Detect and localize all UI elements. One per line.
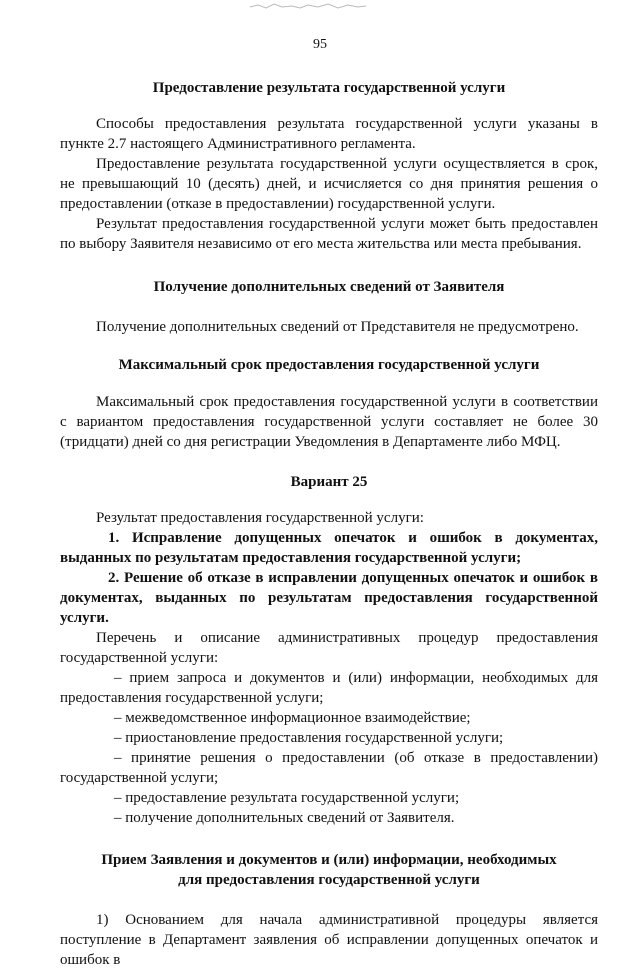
section-heading-application-intake: Прием Заявления и документов и (или) информации, необходимых для предоставления государственной услуги: [101, 852, 557, 888]
procedure-item: – получение дополнительных сведений от Заявителя.: [114, 810, 455, 826]
paragraph-additional-info: Получение дополнительных сведений от Представителя не предусмотрено.: [96, 319, 579, 335]
paragraph-methods: Способы предоставления результата государственной услуги указаны в пункте 2.7 настоящего Административного регламента.: [60, 116, 598, 152]
procedures-intro: Перечень и описание административных процедур предоставления государственной услуги:: [60, 630, 598, 666]
procedure-item: – приостановление предоставления государственной услуги;: [114, 730, 504, 746]
variant-result-2: 2. Решение об отказе в исправлении допущенных опечаток и ошибок в документах, выданных по результатам предоставления государственной услуги.: [60, 570, 598, 626]
scan-artifact: [248, 2, 368, 10]
variant-intro: Результат предоставления государственной услуги:: [96, 510, 424, 526]
paragraph-choice: Результат предоставления государственной услуги может быть предоставлен по выбору Заявителя независимо от его места жительства или места пребывания.: [60, 216, 598, 252]
variant-result-1: 1. Исправление допущенных опечаток и ошибок в документах, выданных по результатам предоставления государственной услуги;: [60, 530, 598, 566]
procedure-item: – принятие решения о предоставлении (об отказе в предоставлении) государственной услуги;: [60, 750, 598, 786]
paragraph-deadline: Предоставление результата государственной услуги осуществляется в срок, не превышающий 10 (десять) дней, и исчисляется со дня принятия решения о предоставлении (отказе в предоставлении) государственной услуги.: [60, 156, 598, 212]
procedure-item: – прием запроса и документов и (или) информации, необходимых для предоставления государственной услуги;: [60, 670, 598, 706]
section-heading-max-term: Максимальный срок предоставления государственной услуги: [118, 357, 540, 373]
document-body: [60, 78, 598, 970]
section-heading-additional-info: Получение дополнительных сведений от Заявителя: [153, 279, 505, 295]
procedure-item: – предоставление результата государственной услуги;: [114, 790, 460, 806]
paragraph-max-term: Максимальный срок предоставления государственной услуги в соответствии с вариантом предоставления государственной услуги составляет не более 30 (тридцати) дней со дня регистрации Уведомления в Департаменте либо МФЦ.: [60, 394, 598, 450]
variant-heading: Вариант 25: [290, 474, 368, 490]
section-heading-result: Предоставление результата государственной услуги: [152, 80, 506, 96]
procedure-item: – межведомственное информационное взаимодействие;: [114, 710, 471, 726]
paragraph-procedure-basis: 1) Основанием для начала административной процедуры является поступление в Департамент заявления об исправлении допущенных опечаток и ошибок в: [60, 912, 598, 968]
page-number: 95: [313, 37, 327, 52]
